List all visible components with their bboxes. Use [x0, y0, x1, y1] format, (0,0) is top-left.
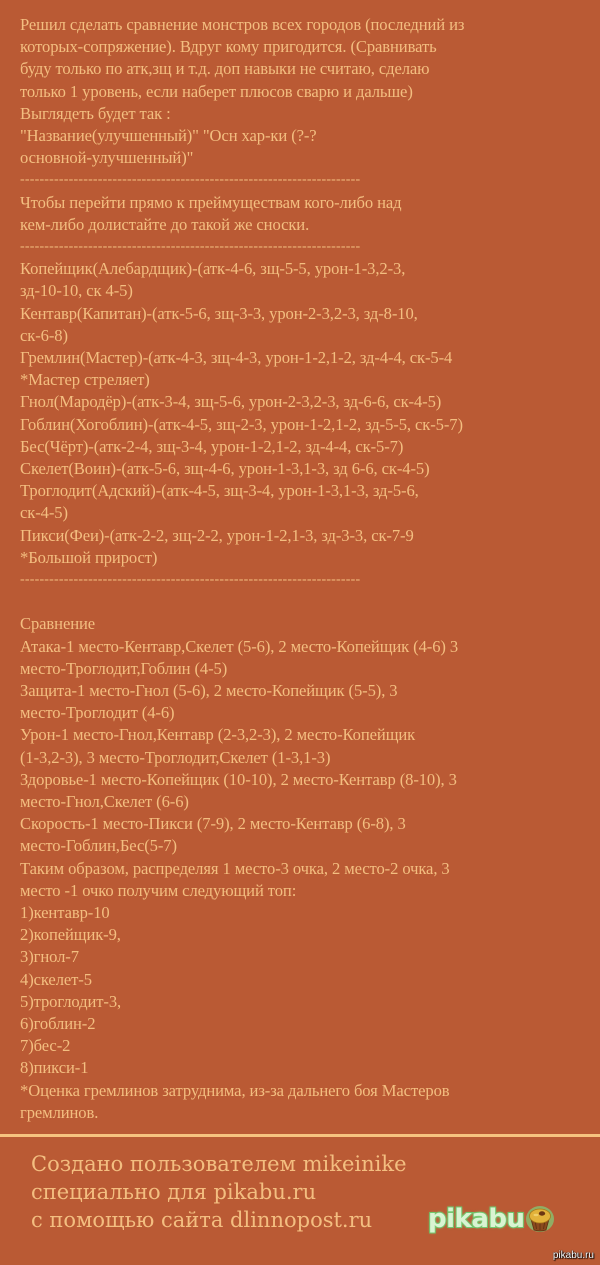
pikabu-logo-text: pikabu	[428, 1204, 525, 1234]
dashed-separator: ----------------------------------------------------------------------	[20, 572, 361, 588]
ranking-item: 7)бес-2	[20, 1036, 71, 1056]
pikabu-logo	[428, 1203, 555, 1235]
footer-divider	[0, 1134, 600, 1137]
comparison-title: Сравнение	[20, 614, 96, 634]
intro-line: основной-улучшенный)"	[20, 148, 194, 168]
monster-line: Гоблин(Хогоблин)-(атк-4-5, зщ-2-3, урон-1-2,1-2, зд-5-5, ск-5-7)	[20, 414, 463, 434]
muffin-icon	[525, 1204, 555, 1234]
intro-section	[20, 14, 590, 169]
ranking-item: 8)пикси-1	[20, 1058, 89, 1078]
comparison-line: Здоровье-1 место-Копейщик (10-10), 2 место-Кентавр (8-10), 3	[20, 769, 457, 789]
monster-list	[20, 258, 590, 569]
ranking-item: 5)троглодит-3,	[20, 991, 122, 1011]
comparison-line: место-Троглодит (4-6)	[20, 703, 175, 723]
footnote-line: *Оценка гремлинов затруднима, из-за дальнего боя Мастеров	[20, 1080, 450, 1100]
monster-line: ск-4-5)	[20, 503, 68, 523]
monster-line: Скелет(Воин)-(атк-5-6, зщ-4-6, урон-1-3,1-3, зд 6-6, ск-4-5)	[20, 459, 430, 479]
monster-line: Гнол(Мародёр)-(атк-3-4, зщ-5-6, урон-2-3,2-3, зд-6-6, ск-4-5)	[20, 392, 442, 412]
comparison-line: Скорость-1 место-Пикси (7-9), 2 место-Кентавр (6-8), 3	[20, 814, 406, 834]
intro-line: Решил сделать сравнение монстров всех городов (последний из	[20, 15, 465, 34]
ranking-item: 2)копейщик-9,	[20, 925, 121, 945]
intro-line: "Название(улучшенный)" "Осн хар-ки (?-?	[20, 126, 317, 146]
ranking-item: 4)скелет-5	[20, 969, 92, 989]
post-body	[20, 14, 590, 1124]
comparison-line: место-Гнол,Скелет (6-6)	[20, 792, 189, 812]
dashed-separator: ----------------------------------------------------------------------	[20, 172, 361, 188]
monster-line: ск-6-8)	[20, 325, 68, 345]
comparison-line: место-Гоблин,Бес(5-7)	[20, 836, 177, 856]
credit-line: с помощью сайта dlinnopost.ru	[31, 1208, 373, 1232]
comparison-line: Урон-1 место-Гнол,Кентавр (2-3,2-3), 2 место-Копейщик	[20, 725, 416, 745]
comparison-line: Защита-1 место-Гнол (5-6), 2 место-Копейщик (5-5), 3	[20, 681, 398, 701]
comparison-line: место -1 очко получим следующий топ:	[20, 880, 297, 900]
monster-line: *Мастер стреляет)	[20, 370, 150, 390]
blank-line	[20, 591, 590, 613]
monster-line: Копейщик(Алебардщик)-(атк-4-6, зщ-5-5, урон-1-3,2-3,	[20, 259, 406, 279]
jump-note-line: кем-либо долистайте до такой же сноски.	[20, 214, 310, 234]
monster-line: Пикси(Феи)-(атк-2-2, зщ-2-2, урон-1-2,1-3, зд-3-3, ск-7-9	[20, 525, 414, 545]
credit-line: Создано пользователем mikeinike	[31, 1152, 407, 1176]
footnote-line: гремлинов.	[20, 1102, 99, 1122]
comparison-section	[20, 613, 590, 902]
credit-line: специально для pikabu.ru	[31, 1180, 317, 1204]
jump-note	[20, 192, 590, 236]
monster-line: Кентавр(Капитан)-(атк-5-6, зщ-3-3, урон-2-3,2-3, зд-8-10,	[20, 303, 418, 323]
dashed-separator: ----------------------------------------------------------------------	[20, 239, 361, 255]
comparison-line: Таким образом, распределяя 1 место-3 очка, 2 место-2 очка, 3	[20, 858, 450, 878]
ranking-list	[20, 902, 590, 1080]
intro-line: Выглядеть будет так :	[20, 103, 171, 123]
comparison-line: место-Троглодит,Гоблин (4-5)	[20, 658, 228, 678]
comparison-line: (1-3,2-3), 3 место-Троглодит,Скелет (1-3,1-3)	[20, 747, 331, 767]
watermark: pikabu.ru	[552, 1250, 594, 1261]
ranking-item: 1)кентавр-10	[20, 903, 110, 923]
footer-credits	[31, 1150, 407, 1234]
monster-line: *Большой прирост)	[20, 547, 158, 567]
ranking-item: 3)гнол-7	[20, 947, 79, 967]
intro-line: которых-сопряжение). Вдруг кому пригодится. (Сравнивать	[20, 37, 437, 57]
intro-line: буду только по атк,зщ и т.д. доп навыки не считаю, сделаю	[20, 59, 430, 79]
jump-note-line: Чтобы перейти прямо к преймуществам кого-либо над	[20, 192, 402, 212]
monster-line: Гремлин(Мастер)-(атк-4-3, зщ-4-3, урон-1-2,1-2, зд-4-4, ск-5-4	[20, 348, 453, 368]
monster-line: Бес(Чёрт)-(атк-2-4, зщ-3-4, урон-1-2,1-2, зд-4-4, ск-5-7)	[20, 436, 404, 456]
monster-line: зд-10-10, ск 4-5)	[20, 281, 133, 301]
intro-line: только 1 уровень, если наберет плюсов сварю и дальше)	[20, 81, 413, 101]
footnote	[20, 1080, 590, 1124]
ranking-item: 6)гоблин-2	[20, 1014, 96, 1034]
monster-line: Троглодит(Адский)-(атк-4-5, зщ-3-4, урон-1-3,1-3, зд-5-6,	[20, 481, 419, 501]
comparison-line: Атака-1 место-Кентавр,Скелет (5-6), 2 место-Копейщик (4-6) 3	[20, 636, 459, 656]
